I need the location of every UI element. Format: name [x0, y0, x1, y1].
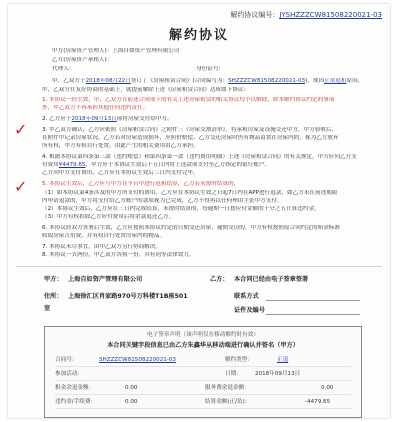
- esign-service-label: 服务费余退金额：: [205, 385, 250, 391]
- clause-1-line-1: 1. 本协议一经生效，甲、乙双方在前述合同项下的有关上述房屋租赁的相关协议均予以解除，除本解约协议约定的事项: [42, 97, 335, 103]
- agent-line: [52, 66, 224, 73]
- clause-8: 8. 本协议一式两份，甲乙双方各执一份，具有同等法律效力。: [42, 252, 195, 258]
- clause-4-amount: ¥4479.65: [58, 162, 86, 168]
- agreement-page: [8, 4, 390, 418]
- sig-id-label: 证件及编号: [234, 307, 265, 314]
- esign-activity-label: 参加活动：: [55, 371, 83, 377]
- esign-row-activity: [55, 369, 351, 381]
- sig-party-b-value: 本合同已经由电子签章签署: [234, 276, 309, 283]
- clause-4-line-3: 乙方向甲方支付费用，乙方应在本协议生效后三日内支付完毕。: [42, 170, 199, 176]
- check-mark-1: ✓: [14, 120, 28, 139]
- sig-address: 上海徐汇区肖家路970号万科楼T1B座501: [68, 293, 188, 300]
- sig-contact-label: 联系方式: [234, 293, 259, 300]
- intro-text-3: )，现因: [305, 78, 325, 84]
- party-a-line: 甲方(房屋资产管理人)：上海自如资产管理有限公司: [52, 48, 180, 54]
- agreement-number-label: 解约协议编号：: [230, 11, 280, 19]
- clause-5-line-4: （2）本协议生效后，乙方应在三日内完成结算，未按时结算的，每逾期一日按应付金额的千分之五计算违约金。: [42, 206, 320, 212]
- intro-text-2: 签订了《房屋租赁合同》(合同编号为：: [130, 78, 229, 84]
- esign-contract-label: 合同号：: [55, 357, 78, 363]
- esign-type-label: 解约类型：: [225, 357, 253, 363]
- clause-5-line-2: （1）如本协议第4条涉及的甲方所支付的费用，乙方应在本协议生效之日起7日内在APP进行退款，如乙方未在前述期限: [42, 190, 338, 196]
- esign-penalty-label: 违约金/手续费：: [55, 399, 97, 405]
- id-underline: [266, 314, 360, 315]
- clause-4-text-1: 付费用: [42, 162, 59, 168]
- agreement-number-value: JYSHZZZCW81508220021-03: [279, 11, 382, 19]
- clause-5-line-3: 内申请退款的，甲方将支付给乙方账户的款项视为已完成，乙方不得再以任何理由主张甲方支付。: [42, 198, 283, 204]
- clause-5-line-1: 5. 本协议生效后，乙方应与甲方在平台中进行退租结算，乙方若未按时结算的，: [42, 181, 240, 187]
- agent-label: 代理人：: [52, 66, 75, 72]
- esign-row-contract: [55, 355, 351, 367]
- intro-text-4: 原因，: [346, 78, 364, 84]
- check-mark-2: ✓: [14, 177, 28, 196]
- intro-reason: 正常退租: [324, 78, 347, 84]
- clause-5-line-5: （3）甲方有权扣除乙方应付费用后将余款退还乙方。: [42, 214, 175, 220]
- contact-underline: [266, 300, 360, 301]
- esign-type-value: 正退: [277, 357, 289, 363]
- intro-date: 2018年08月22日: [85, 78, 131, 84]
- intro-text-1: 甲、乙双方于: [52, 78, 86, 84]
- esign-date-label: 日期：: [225, 371, 242, 377]
- esign-date-value: 2018年09月13日: [255, 371, 301, 377]
- clause-6-line-1: 6. 本协议经双方签署后生效，乙方应按照本协议约定的日期交还房屋，逾期交房的，甲方有权按照原合同约定的租金标准: [42, 225, 340, 231]
- e-signature-title: 电子签章声明（该声明仅在移动解约时有效）: [147, 332, 259, 338]
- id-no-label: 身份证号：: [196, 66, 225, 72]
- clause-2-text-1: 2. 乙方应于: [42, 116, 72, 122]
- clause-2-date: 2018年09月13日: [71, 116, 117, 122]
- party-b-line: 乙方(房屋资产承租人)：: [52, 57, 113, 63]
- sig-party-a-label: 甲方：: [44, 276, 63, 283]
- clause-3-line-1: 3. 甲乙双方确认，乙方应依照《房屋租赁合同》之附件三《房屋交割清单》，将承租房屋及设施交还甲方，甲方验收后，: [42, 127, 338, 133]
- sig-address-label: 住所：: [44, 293, 63, 300]
- esign-contract-value: SHZZZCW81508220021-03: [99, 357, 176, 363]
- esign-row-settlement: [55, 397, 351, 409]
- esign-penalty-value: 0.00: [125, 399, 138, 405]
- intro-line-2: 甲、乙双方在友好协商的基础上，就提前解除上述《房屋租赁合同》达成如下协议：: [42, 87, 249, 93]
- clause-7: 7. 本协议未尽事宜，由甲乙双方另行协商解决。: [42, 244, 161, 250]
- clause-4-text-2: ，甲方应于本协议生效后十五日内将上述款项支付至乙方指定的银行账户。: [85, 162, 271, 168]
- esign-row-rent: [55, 383, 351, 395]
- esign-rent-value: 0.00: [125, 385, 138, 391]
- clause-3-line-3: 所有权，甲方有权自行处置，由此产生的相关费用由乙方承担。: [42, 143, 199, 149]
- sig-party-a-name: 上海自如资产管理有限公司: [68, 276, 143, 283]
- clause-4-line-1: 4. 根据本协议第四条第三款（违约赔偿）和第四条第一款（违约费用明细）上述《房屋租赁合同》的有关规定，甲方应向乙方支: [42, 154, 357, 160]
- e-signature-notice: 本合同关键字段信息已由乙方朱鑫华从移动端进行确认并签名（甲方）: [107, 342, 299, 349]
- intro-line-1: [52, 78, 363, 85]
- esign-service-value: 0.00: [321, 385, 334, 391]
- document-title: 解约协议: [168, 28, 229, 43]
- intro-contract-number: SHZZZCW81508220021-03: [228, 78, 306, 84]
- sig-address-tail: 室: [44, 305, 51, 312]
- clause-2: [42, 116, 173, 123]
- clause-1-line-2: 外，甲乙双方不再承担其他任何违约责任。: [42, 105, 149, 111]
- divider: [16, 266, 382, 267]
- clause-6-line-2: 收取房屋占用费，并有权自行处置房屋内的物品。: [42, 233, 166, 239]
- sig-party-b-label: 乙方：: [210, 276, 229, 283]
- esign-settlement-label: 结算金额(正/负)：: [205, 399, 251, 405]
- agreement-number: [230, 10, 382, 20]
- clause-4-line-2: [42, 162, 270, 169]
- esign-settlement-value: -4479.65: [305, 399, 331, 405]
- e-signature-box: [44, 326, 362, 418]
- clause-2-text-2: 前将房屋交付给甲方。: [116, 116, 173, 122]
- esign-rent-label: 租金余退金额：: [55, 385, 95, 391]
- clause-3-line-2: 在附件中记录房屋状况。乙方若对房屋造成损坏，应照价赔偿。乙方交还房屋时仍有物品留置在房屋内的，视为乙方放弃: [42, 135, 339, 141]
